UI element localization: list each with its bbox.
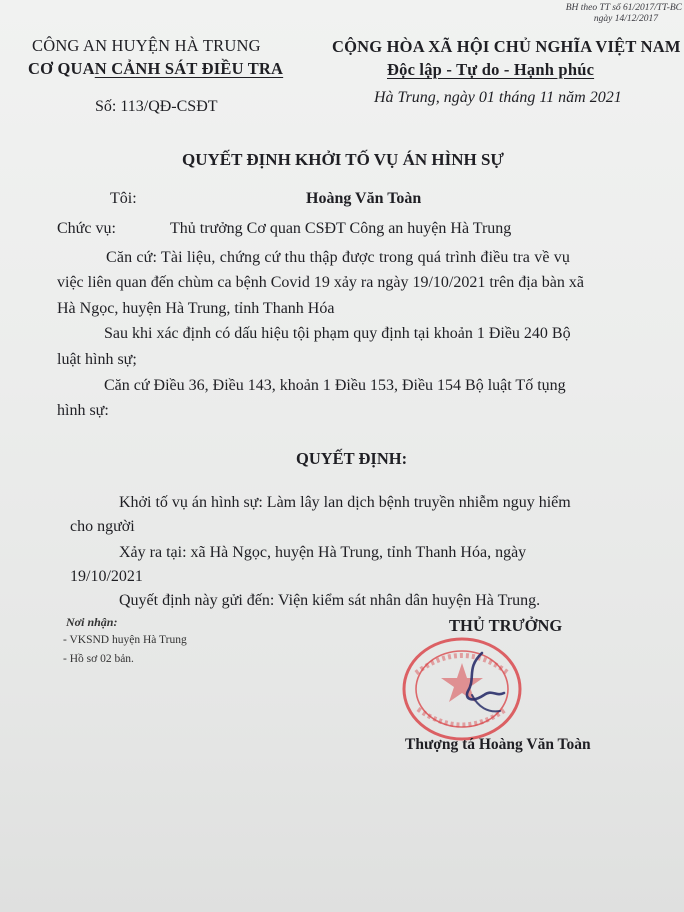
place-date: Hà Trung, ngày 01 tháng 11 năm 2021 (374, 89, 622, 106)
document-number: Số: 113/QĐ-CSĐT (95, 98, 218, 115)
decision-2-l2: 19/10/2021 (70, 568, 143, 585)
basis-p1-l2: việc liên quan đến chùm ca bệnh Covid 19 xảy ra ngày 19/10/2021 trên địa bàn xã (57, 274, 584, 291)
basis-p1-l3: Hà Ngọc, huyện Hà Trung, tỉnh Thanh Hóa (57, 300, 335, 317)
recipients-label: Nơi nhận: (66, 615, 118, 629)
recipient-item-1: - VKSND huyện Hà Trung (63, 634, 187, 646)
label-position: Chức vụ: (57, 220, 116, 237)
decision-2-l1: Xảy ra tại: xã Hà Ngọc, huyện Hà Trung, tỉnh Thanh Hóa, ngày (119, 544, 527, 561)
basis-p2-l1: Sau khi xác định có dấu hiệu tội phạm quy định tại khoản 1 Điều 240 Bộ (104, 325, 571, 342)
agency-line2-part2: N CẢNH SÁT ĐIỀU TRA (94, 59, 284, 78)
agency-line2 (28, 59, 283, 79)
national-motto: Độc lập - Tự do - Hạnh phúc (387, 60, 595, 79)
corner-note (566, 3, 682, 25)
decision-1-l2: cho người (70, 518, 135, 535)
label-toi: Tôi: (110, 190, 137, 207)
decision-heading: QUYẾT ĐỊNH: (296, 449, 408, 468)
agency-line1: CÔNG AN HUYỆN HÀ TRUNG (32, 36, 261, 55)
signer-name: Thượng tá Hoàng Văn Toàn (405, 736, 591, 753)
basis-p1-l1: Căn cứ: Tài liệu, chứng cứ thu thập được trong quá trình điều tra về vụ (106, 249, 571, 266)
agency-line2-part1: CƠ QUA (28, 59, 95, 78)
signature-role: THỦ TRƯỞNG (449, 616, 563, 635)
national-title: CỘNG HÒA XÃ HỘI CHỦ NGHĨA VIỆT NAM (332, 37, 681, 56)
basis-p3-l2: hình sự: (57, 402, 109, 419)
document-title: QUYẾT ĐỊNH KHỞI TỐ VỤ ÁN HÌNH SỰ (182, 150, 504, 169)
corner-note-line1: BH theo TT số 61/2017/TT-BC (565, 3, 682, 13)
issuer-name: Hoàng Văn Toàn (306, 190, 422, 207)
decision-1-l1: Khởi tố vụ án hình sự: Làm lây lan dịch bệnh truyền nhiễm nguy hiểm (119, 494, 571, 511)
issuer-position: Thủ trưởng Cơ quan CSĐT Công an huyện Hà Trung (170, 220, 512, 237)
basis-p2-l2: luật hình sự; (57, 351, 137, 368)
decision-3: Quyết định này gửi đến: Viện kiểm sát nhân dân huyện Hà Trung. (119, 592, 541, 609)
official-seal-stamp (396, 633, 528, 743)
corner-note-line2: ngày 14/12/2017 (593, 14, 658, 24)
recipient-item-2: - Hồ sơ 02 bản. (63, 653, 134, 665)
basis-p3-l1: Căn cứ Điều 36, Điều 143, khoản 1 Điều 153, Điều 154 Bộ luật Tố tụng (104, 377, 566, 394)
